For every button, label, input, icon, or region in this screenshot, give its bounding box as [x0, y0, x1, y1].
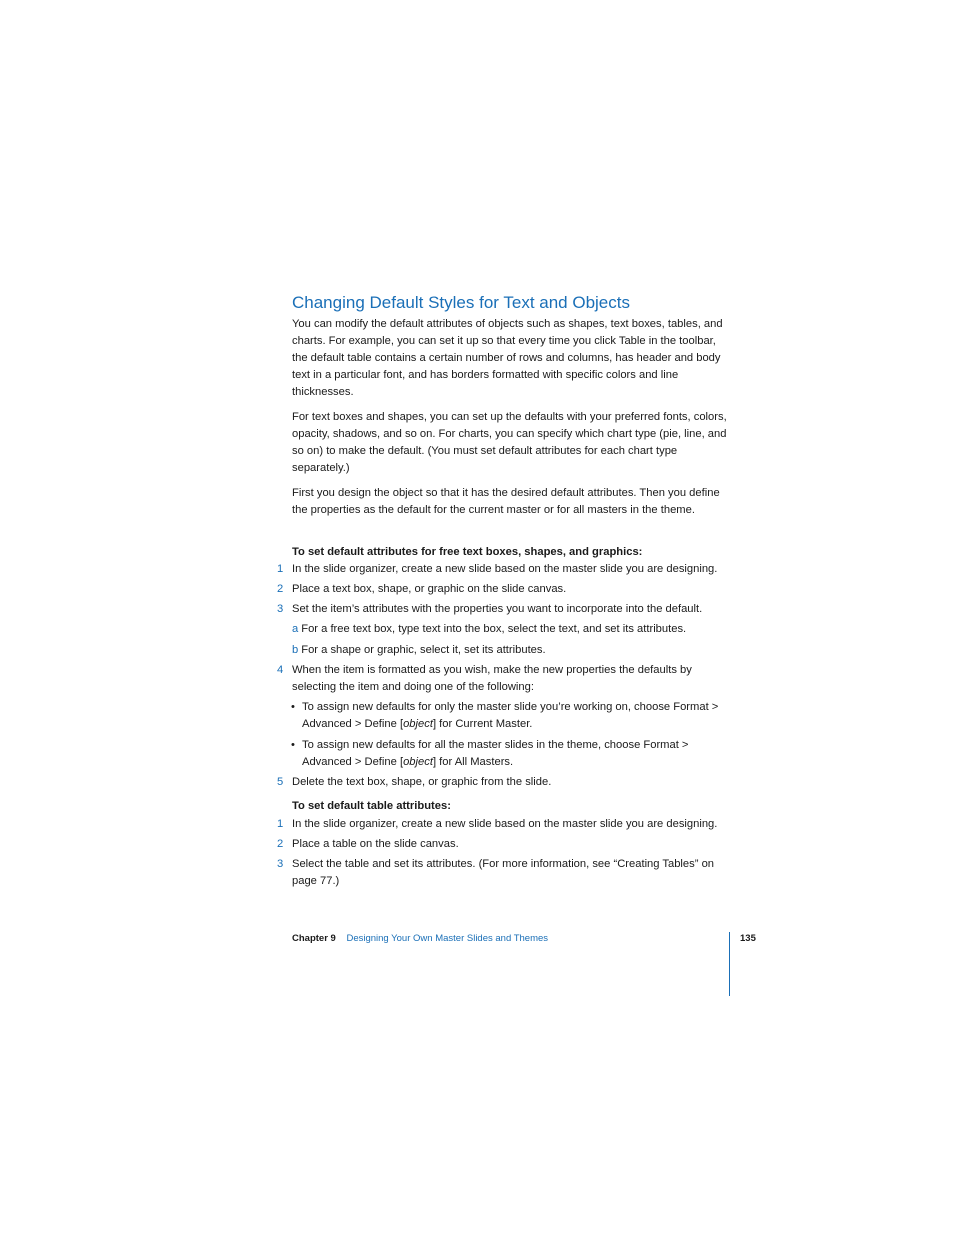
step-text: Delete the text box, shape, or graphic from the slide.: [292, 776, 552, 788]
footer-chapter: [292, 933, 548, 944]
bullet-dot: •: [291, 701, 295, 713]
step-number: 1: [277, 563, 284, 575]
bullet-italic-word: object: [403, 756, 433, 768]
bullet-text-before: To assign new defaults for only the master slide you’re working on, choose Format > Advanced > Define [: [302, 701, 719, 730]
step-number: 2: [277, 583, 284, 595]
task2-step-1: [277, 816, 732, 833]
page-number: 135: [740, 933, 756, 944]
task-title-free-objects: To set default attributes for free text boxes, shapes, and graphics:: [292, 546, 643, 558]
step-text: Place a text box, shape, or graphic on the slide canvas.: [292, 583, 567, 595]
bullet-text-before: To assign new defaults for all the master slides in the theme, choose Format > Advanced > Define [: [302, 739, 689, 768]
task1-substep-a: [292, 621, 732, 638]
bullet-italic-word: object: [403, 718, 433, 730]
step-number: 3: [277, 603, 284, 615]
task1-step-3: [277, 601, 732, 618]
task-title-table: To set default table attributes:: [292, 800, 451, 812]
task1-step-4: [277, 662, 732, 696]
bullet-text-after: ] for Current Master.: [432, 718, 533, 730]
bullet-current-master: [291, 699, 732, 733]
task1-step-5: [277, 774, 732, 791]
step-text: Place a table on the slide canvas.: [292, 838, 459, 850]
step-text: In the slide organizer, create a new slide based on the master slide you are designing.: [292, 563, 718, 575]
step-text: Select the table and set its attributes. (For more information, see “Creating Tables” on page 77.): [292, 858, 715, 887]
footer-divider: [729, 932, 730, 996]
step-number: 3: [277, 858, 284, 870]
task2-step-2: [277, 836, 732, 853]
step-text: Set the item’s attributes with the properties you want to incorporate into the default.: [292, 603, 703, 615]
step-number: 1: [277, 818, 284, 830]
step-number: 5: [277, 776, 284, 788]
task1-step-1: [277, 561, 732, 578]
substep-text: For a shape or graphic, select it, set its attributes.: [301, 644, 546, 656]
task1-step-2: [277, 581, 732, 598]
bullet-text-after: ] for All Masters.: [432, 756, 514, 768]
substep-letter: b: [292, 644, 299, 656]
chapter-title-link[interactable]: Designing Your Own Master Slides and Themes: [346, 933, 549, 944]
step-number: 4: [277, 664, 284, 676]
task1-substep-b: [292, 642, 732, 659]
bullet-all-masters: [291, 737, 732, 771]
substep-letter: a: [292, 623, 299, 635]
task2-step-3: [277, 856, 732, 890]
section-heading: Changing Default Styles for Text and Objects: [292, 293, 630, 312]
chapter-label: Chapter 9: [292, 933, 336, 944]
bullet-dot: •: [291, 739, 295, 751]
step-text: In the slide organizer, create a new slide based on the master slide you are designing.: [292, 818, 718, 830]
step-number: 2: [277, 838, 284, 850]
design-object-paragraph: First you design the object so that it has the desired default attributes. Then you define the properties as the default for the current master or for all masters in the theme.: [292, 487, 720, 516]
intro-paragraph: You can modify the default attributes of objects such as shapes, text boxes, tables, and charts. For example, you can set it up so that every time you click Table in the toolbar, the default table contains a certain number of rows and columns, has header and body text in a particular font, and has borders formatted with specific colors and line thicknesses.: [292, 318, 723, 398]
text-boxes-paragraph: For text boxes and shapes, you can set up the defaults with your preferred fonts, colors, opacity, shadows, and so on. For charts, you can specify which chart type (pie, line, and so on) to make the default. (You must set default attributes for each chart type separately.): [292, 411, 727, 474]
substep-text: For a free text box, type text into the box, select the text, and set its attributes.: [301, 623, 687, 635]
step-text: When the item is formatted as you wish, make the new properties the defaults by selecting the item and doing one of the following:: [292, 664, 692, 693]
